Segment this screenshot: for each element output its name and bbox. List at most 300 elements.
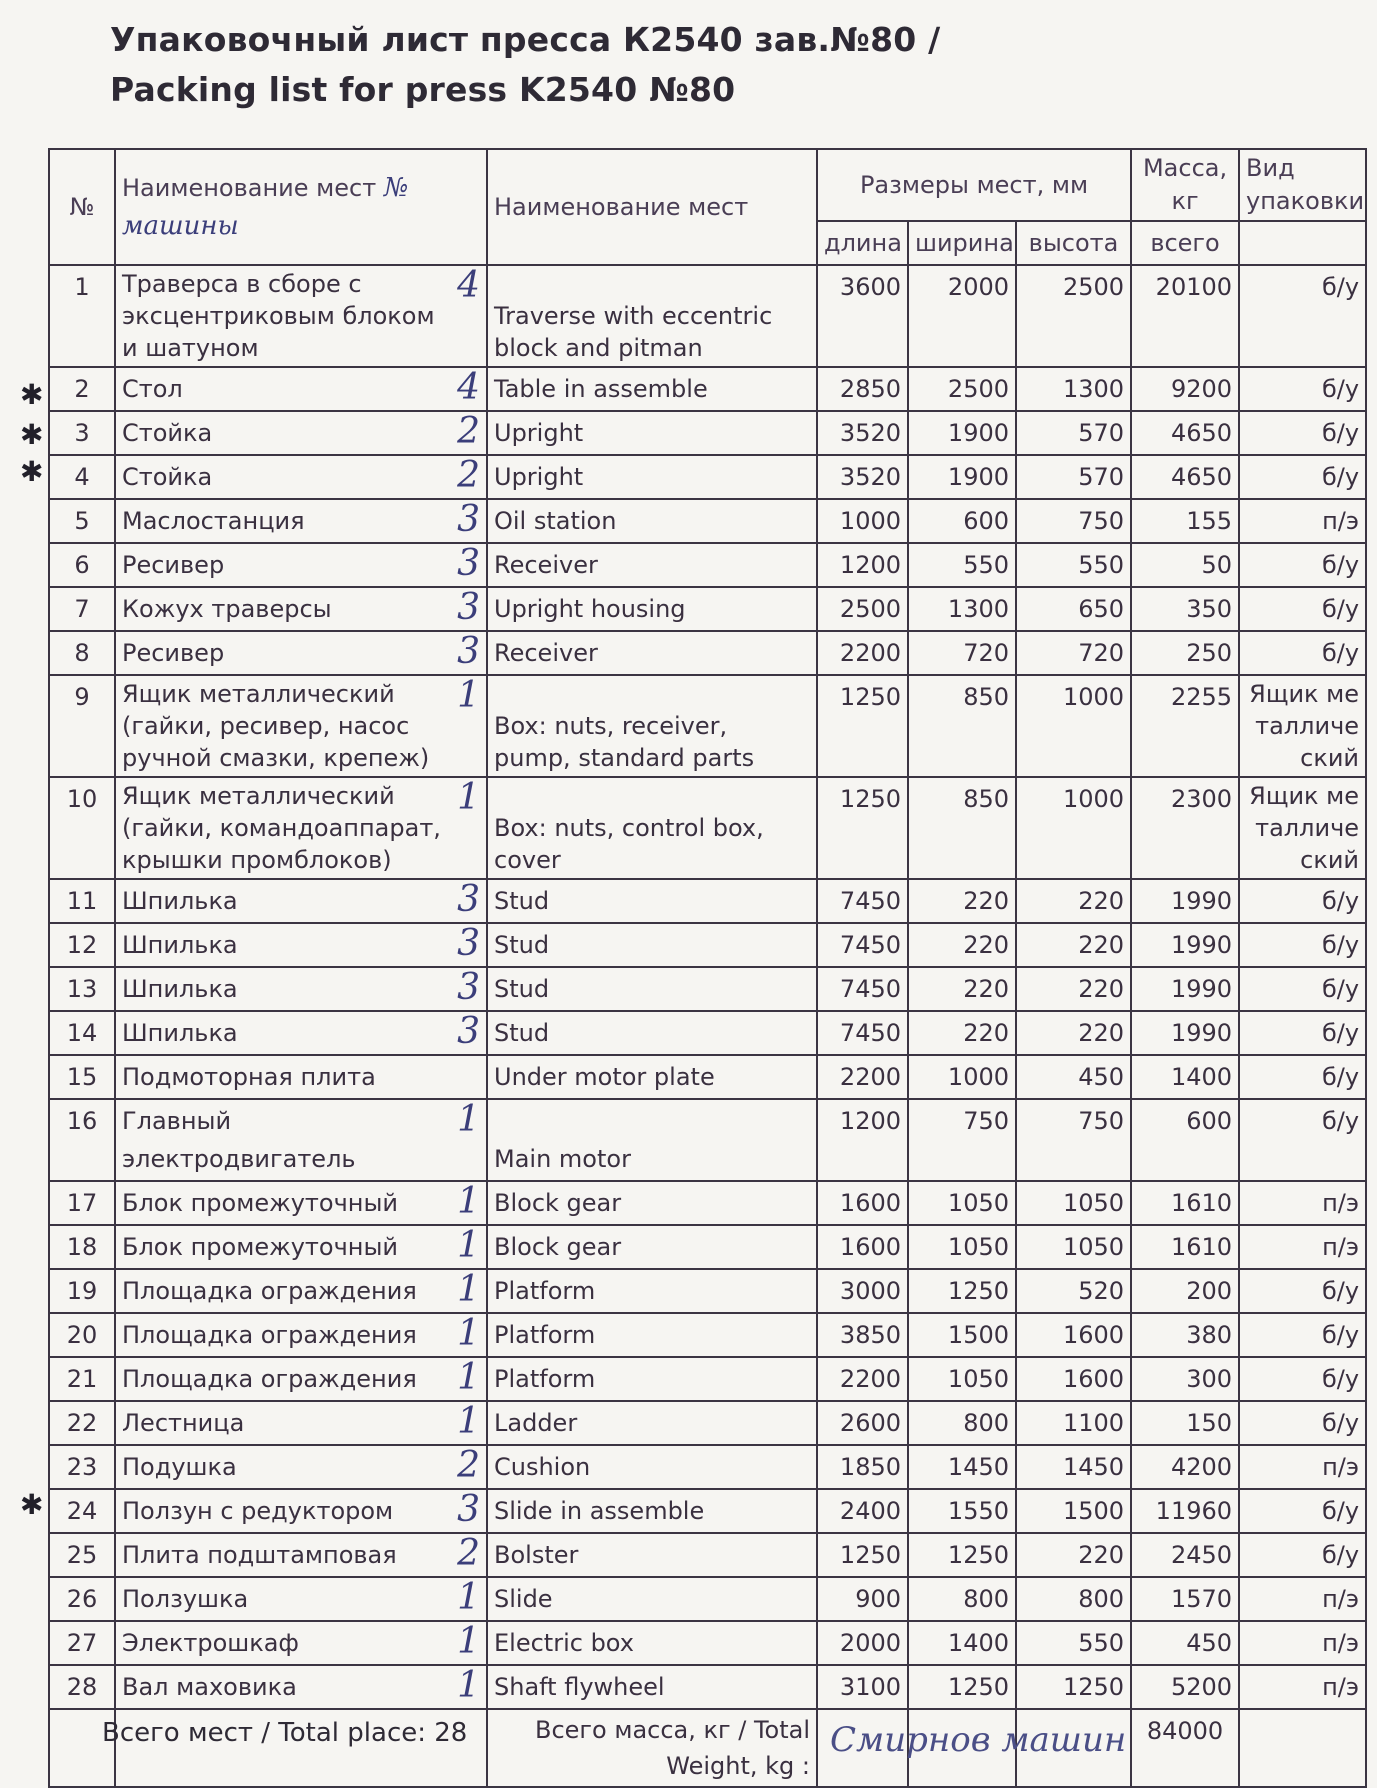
header-no: № (49, 149, 115, 265)
row-length: 2200 (817, 1357, 908, 1401)
row-name-en: Under motor plate (487, 1055, 817, 1099)
handwritten-machine-number: 1 (457, 1181, 480, 1222)
row-no: 17 (49, 1181, 115, 1225)
row-name-ru-text: Траверса в сборе с эксцентриковым блоком и шатуном (122, 270, 435, 362)
row-name-ru (115, 1181, 487, 1225)
row-packing: б/у (1239, 967, 1366, 1011)
table-row (49, 1533, 1366, 1577)
row-length: 3520 (817, 411, 908, 455)
row-name-ru (115, 967, 487, 1011)
row-length: 1000 (817, 499, 908, 543)
row-width: 1550 (908, 1489, 1016, 1533)
total-weight-label: Всего масса, кг / Total Weight, kg : (487, 1709, 817, 1787)
row-name-ru-text: Стойка (122, 463, 213, 491)
row-length: 7450 (817, 923, 908, 967)
row-packing: б/у (1239, 1269, 1366, 1313)
table-row (49, 1621, 1366, 1665)
row-name-ru-text: Блок промежуточный (122, 1233, 398, 1261)
row-name-ru-text: Подушка (122, 1453, 237, 1481)
row-width: 2000 (908, 265, 1016, 367)
row-name-en: Stud (487, 879, 817, 923)
row-mass: 4650 (1131, 411, 1239, 455)
row-name-en: Platform (487, 1357, 817, 1401)
row-no: 9 (49, 675, 115, 777)
handwritten-machine-number: 3 (457, 1489, 480, 1530)
handwritten-machine-number: 2 (457, 455, 480, 496)
header-name-en: Наименование мест (487, 149, 817, 265)
row-mass: 20100 (1131, 265, 1239, 367)
handwritten-machine-number: 1 (457, 1577, 480, 1618)
header-width: ширина (908, 221, 1016, 265)
handwritten-machine-number: 1 (457, 1401, 480, 1442)
row-name-ru (115, 1357, 487, 1401)
row-name-ru-text: Ползушка (122, 1585, 249, 1613)
row-height: 550 (1016, 1621, 1131, 1665)
row-length: 900 (817, 1577, 908, 1621)
row-no: 8 (49, 631, 115, 675)
row-packing: б/у (1239, 587, 1366, 631)
row-no: 22 (49, 1401, 115, 1445)
handwritten-machine-number: 3 (457, 1011, 480, 1052)
row-no: 28 (49, 1665, 115, 1709)
handwritten-machine-no: № машины (122, 173, 409, 241)
row-mass: 1990 (1131, 1011, 1239, 1055)
row-width: 720 (908, 631, 1016, 675)
handwritten-machine-number: 1 (457, 1357, 480, 1398)
row-height: 1050 (1016, 1181, 1131, 1225)
row-name-ru (115, 367, 487, 411)
row-length: 1850 (817, 1445, 908, 1489)
row-mass: 150 (1131, 1401, 1239, 1445)
row-name-en: Main motor (487, 1099, 817, 1181)
row-width: 1450 (908, 1445, 1016, 1489)
row-packing: п/э (1239, 1621, 1366, 1665)
table-row (49, 499, 1366, 543)
row-name-ru-text: Ресивер (122, 639, 225, 667)
row-name-ru (115, 1577, 487, 1621)
row-name-ru-text: Подмоторная плита (122, 1063, 376, 1091)
row-width: 220 (908, 923, 1016, 967)
total-places: Всего мест / Total place: 28 (102, 1718, 468, 1748)
row-length: 1250 (817, 777, 908, 879)
row-height: 570 (1016, 411, 1131, 455)
row-width: 1250 (908, 1269, 1016, 1313)
table-row (49, 1099, 1366, 1181)
row-width: 1400 (908, 1621, 1016, 1665)
row-no: 4 (49, 455, 115, 499)
handwritten-signature: Смирнов машин (830, 1720, 1127, 1760)
row-length: 3850 (817, 1313, 908, 1357)
row-mass: 1610 (1131, 1225, 1239, 1269)
row-length: 3520 (817, 455, 908, 499)
table-row (49, 1489, 1366, 1533)
row-name-ru-text: Площадка ограждения (122, 1321, 417, 1349)
row-length: 2000 (817, 1621, 908, 1665)
row-name-en: Slide in assemble (487, 1489, 817, 1533)
row-height: 750 (1016, 1099, 1131, 1181)
row-name-en: Slide (487, 1577, 817, 1621)
row-name-ru (115, 543, 487, 587)
row-no: 24 (49, 1489, 115, 1533)
row-height: 650 (1016, 587, 1131, 631)
row-name-ru-text: Блок промежуточный (122, 1189, 398, 1217)
row-no: 27 (49, 1621, 115, 1665)
row-name-en: Table in assemble (487, 367, 817, 411)
row-name-ru (115, 1401, 487, 1445)
row-width: 800 (908, 1577, 1016, 1621)
handwritten-machine-number: 3 (457, 879, 480, 920)
header-pack: Вид упаковки (1239, 149, 1366, 221)
row-length: 2200 (817, 631, 908, 675)
row-length: 1600 (817, 1181, 908, 1225)
row-name-ru-text: Маслостанция (122, 507, 305, 535)
table-row (49, 367, 1366, 411)
row-name-ru-text: Площадка ограждения (122, 1365, 417, 1393)
header-pack-blank (1239, 221, 1366, 265)
table-row (49, 923, 1366, 967)
row-mass: 350 (1131, 587, 1239, 631)
table-row (49, 777, 1366, 879)
header-name-ru-label: Наименование мест (122, 174, 377, 202)
row-packing: б/у (1239, 367, 1366, 411)
handwritten-machine-number: 1 (457, 777, 480, 818)
header-length: длина (817, 221, 908, 265)
row-name-ru (115, 1225, 487, 1269)
row-name-ru-text: Площадка ограждения (122, 1277, 417, 1305)
table-row (49, 1055, 1366, 1099)
table-row (49, 1357, 1366, 1401)
row-mass: 4200 (1131, 1445, 1239, 1489)
row-mass: 1570 (1131, 1577, 1239, 1621)
row-name-ru (115, 923, 487, 967)
check-mark: ✱ (20, 418, 44, 451)
check-mark: ✱ (20, 1488, 44, 1521)
document-title-en: Packing list for press K2540 №80 (110, 70, 736, 109)
row-height: 550 (1016, 543, 1131, 587)
row-height: 220 (1016, 879, 1131, 923)
row-length: 2600 (817, 1401, 908, 1445)
row-name-ru (115, 1055, 487, 1099)
row-name-ru (115, 411, 487, 455)
row-name-ru-text: Электрошкаф (122, 1629, 299, 1657)
row-height: 1600 (1016, 1357, 1131, 1401)
row-mass: 2450 (1131, 1533, 1239, 1577)
row-name-ru-text: Шпилька (122, 931, 238, 959)
row-name-en: Stud (487, 967, 817, 1011)
row-length: 3100 (817, 1665, 908, 1709)
row-no: 12 (49, 923, 115, 967)
row-mass: 2255 (1131, 675, 1239, 777)
row-height: 220 (1016, 923, 1131, 967)
row-length: 3600 (817, 265, 908, 367)
row-name-en: Upright housing (487, 587, 817, 631)
row-no: 18 (49, 1225, 115, 1269)
table-row (49, 1445, 1366, 1489)
row-no: 3 (49, 411, 115, 455)
table-row (49, 455, 1366, 499)
total-weight-value: 84000 (1131, 1709, 1239, 1787)
row-name-ru (115, 777, 487, 879)
row-name-en: Receiver (487, 631, 817, 675)
row-width: 220 (908, 967, 1016, 1011)
row-name-ru (115, 587, 487, 631)
row-packing: п/э (1239, 1445, 1366, 1489)
handwritten-machine-number: 4 (457, 367, 480, 408)
row-width: 750 (908, 1099, 1016, 1181)
row-name-en: Oil station (487, 499, 817, 543)
header-dims: Размеры мест, мм (817, 149, 1131, 221)
row-packing: п/э (1239, 1181, 1366, 1225)
row-name-ru (115, 1533, 487, 1577)
row-width: 1300 (908, 587, 1016, 631)
row-height: 1300 (1016, 367, 1131, 411)
handwritten-machine-number: 4 (457, 265, 480, 306)
row-name-ru (115, 1489, 487, 1533)
row-mass: 1990 (1131, 879, 1239, 923)
row-packing: б/у (1239, 411, 1366, 455)
row-packing: б/у (1239, 923, 1366, 967)
row-no: 23 (49, 1445, 115, 1489)
row-packing: б/у (1239, 879, 1366, 923)
header-name-ru (115, 149, 487, 265)
row-mass: 11960 (1131, 1489, 1239, 1533)
row-no: 1 (49, 265, 115, 367)
row-name-en: Upright (487, 411, 817, 455)
row-width: 800 (908, 1401, 1016, 1445)
row-packing: Ящик металлический (1239, 777, 1366, 879)
row-packing: б/у (1239, 1055, 1366, 1099)
row-name-ru (115, 265, 487, 367)
row-height: 750 (1016, 499, 1131, 543)
row-width: 2500 (908, 367, 1016, 411)
handwritten-machine-number: 2 (457, 411, 480, 452)
row-height: 1250 (1016, 1665, 1131, 1709)
row-packing: б/у (1239, 631, 1366, 675)
table-row (49, 265, 1366, 367)
row-name-en: Block gear (487, 1225, 817, 1269)
row-packing: б/у (1239, 1011, 1366, 1055)
row-packing: б/у (1239, 265, 1366, 367)
row-height: 2500 (1016, 265, 1131, 367)
handwritten-machine-number: 3 (457, 543, 480, 584)
table-row (49, 675, 1366, 777)
row-mass: 450 (1131, 1621, 1239, 1665)
row-name-ru-text: Ящик металлический (гайки, командоаппарат, крышки промблоков) (122, 782, 441, 874)
row-mass: 9200 (1131, 367, 1239, 411)
row-width: 850 (908, 777, 1016, 879)
row-width: 1250 (908, 1533, 1016, 1577)
row-width: 550 (908, 543, 1016, 587)
handwritten-machine-number: 3 (457, 967, 480, 1008)
check-mark: ✱ (20, 378, 44, 411)
handwritten-machine-number: 1 (457, 1313, 480, 1354)
handwritten-machine-number: 2 (457, 1445, 480, 1486)
row-length: 3000 (817, 1269, 908, 1313)
row-packing: б/у (1239, 1401, 1366, 1445)
row-name-ru (115, 1011, 487, 1055)
row-name-ru (115, 1621, 487, 1665)
row-name-ru-text: Шпилька (122, 1019, 238, 1047)
handwritten-machine-number: 3 (457, 923, 480, 964)
row-name-ru (115, 455, 487, 499)
row-no: 2 (49, 367, 115, 411)
row-length: 2850 (817, 367, 908, 411)
row-width: 1900 (908, 455, 1016, 499)
row-packing: б/у (1239, 1533, 1366, 1577)
row-packing: п/э (1239, 1225, 1366, 1269)
row-width: 600 (908, 499, 1016, 543)
row-packing: б/у (1239, 543, 1366, 587)
row-name-ru-text: Стол (122, 375, 183, 403)
row-height: 450 (1016, 1055, 1131, 1099)
row-packing: б/у (1239, 1313, 1366, 1357)
table-row (49, 1269, 1366, 1313)
handwritten-machine-number: 1 (457, 1269, 480, 1310)
row-height: 1000 (1016, 777, 1131, 879)
table-row (49, 1011, 1366, 1055)
row-height: 1600 (1016, 1313, 1131, 1357)
row-mass: 250 (1131, 631, 1239, 675)
row-name-ru (115, 1445, 487, 1489)
packing-list-table (48, 148, 1367, 1788)
row-name-ru (115, 879, 487, 923)
row-name-ru-text: Плита подштамповая (122, 1541, 397, 1569)
row-packing: б/у (1239, 1099, 1366, 1181)
table-row (49, 1225, 1366, 1269)
row-height: 220 (1016, 1011, 1131, 1055)
row-name-en: Ladder (487, 1401, 817, 1445)
row-mass: 4650 (1131, 455, 1239, 499)
row-height: 1050 (1016, 1225, 1131, 1269)
row-height: 570 (1016, 455, 1131, 499)
row-packing: б/у (1239, 455, 1366, 499)
row-name-ru-text: Ящик металлический (гайки, ресивер, насос ручной смазки, крепеж) (122, 680, 430, 772)
row-name-ru-text: Ползун с редуктором (122, 1497, 394, 1525)
table-row (49, 967, 1366, 1011)
row-name-ru-text: Ресивер (122, 551, 225, 579)
handwritten-machine-number: 1 (457, 675, 480, 716)
row-height: 800 (1016, 1577, 1131, 1621)
row-no: 21 (49, 1357, 115, 1401)
row-width: 1050 (908, 1357, 1016, 1401)
handwritten-machine-number: 2 (457, 1533, 480, 1574)
handwritten-machine-number: 1 (457, 1099, 480, 1140)
row-width: 1250 (908, 1665, 1016, 1709)
header-total: всего (1131, 221, 1239, 265)
row-no: 11 (49, 879, 115, 923)
row-length: 7450 (817, 1011, 908, 1055)
row-no: 20 (49, 1313, 115, 1357)
row-no: 25 (49, 1533, 115, 1577)
header-mass: Масса, кг (1131, 149, 1239, 221)
table-row (49, 879, 1366, 923)
handwritten-machine-number: 3 (457, 499, 480, 540)
row-name-en: Receiver (487, 543, 817, 587)
row-packing: б/у (1239, 1357, 1366, 1401)
row-packing: п/э (1239, 1665, 1366, 1709)
row-height: 220 (1016, 967, 1131, 1011)
header-height: высота (1016, 221, 1131, 265)
row-name-ru-text: Кожух траверсы (122, 595, 332, 623)
row-name-en: Box: nuts, control box, cover (487, 777, 817, 879)
check-mark: ✱ (20, 455, 44, 488)
row-name-ru-text: Главный электродвигатель (122, 1107, 356, 1173)
table-row (49, 631, 1366, 675)
row-no: 19 (49, 1269, 115, 1313)
row-name-ru-text: Лестница (122, 1409, 245, 1437)
row-name-en: Traverse with eccentric block and pitman (487, 265, 817, 367)
row-width: 1000 (908, 1055, 1016, 1099)
row-packing: б/у (1239, 1489, 1366, 1533)
row-length: 2400 (817, 1489, 908, 1533)
row-height: 1000 (1016, 675, 1131, 777)
row-mass: 2300 (1131, 777, 1239, 879)
row-name-en: Bolster (487, 1533, 817, 1577)
total-row-blank (1239, 1709, 1366, 1787)
row-packing: п/э (1239, 1577, 1366, 1621)
row-name-en: Stud (487, 923, 817, 967)
row-name-en: Cushion (487, 1445, 817, 1489)
handwritten-machine-number: 3 (457, 631, 480, 672)
table-row (49, 543, 1366, 587)
row-length: 1200 (817, 1099, 908, 1181)
row-length: 7450 (817, 967, 908, 1011)
row-name-ru (115, 499, 487, 543)
row-width: 220 (908, 1011, 1016, 1055)
row-length: 1250 (817, 1533, 908, 1577)
row-mass: 1610 (1131, 1181, 1239, 1225)
row-name-ru (115, 631, 487, 675)
row-name-ru (115, 675, 487, 777)
table-row (49, 1665, 1366, 1709)
row-length: 2500 (817, 587, 908, 631)
handwritten-machine-number: 1 (457, 1225, 480, 1266)
row-mass: 50 (1131, 543, 1239, 587)
row-no: 13 (49, 967, 115, 1011)
row-name-ru-text: Шпилька (122, 887, 238, 915)
row-name-ru (115, 1099, 487, 1181)
table-row (49, 1313, 1366, 1357)
row-mass: 380 (1131, 1313, 1239, 1357)
row-no: 14 (49, 1011, 115, 1055)
table-row (49, 587, 1366, 631)
row-name-en: Stud (487, 1011, 817, 1055)
row-mass: 300 (1131, 1357, 1239, 1401)
row-no: 15 (49, 1055, 115, 1099)
handwritten-machine-number: 3 (457, 587, 480, 628)
row-height: 220 (1016, 1533, 1131, 1577)
row-name-en: Block gear (487, 1181, 817, 1225)
row-height: 720 (1016, 631, 1131, 675)
row-mass: 155 (1131, 499, 1239, 543)
row-name-en: Box: nuts, receiver, pump, standard parts (487, 675, 817, 777)
row-no: 7 (49, 587, 115, 631)
row-name-ru (115, 1313, 487, 1357)
row-packing: п/э (1239, 499, 1366, 543)
table-row (49, 1401, 1366, 1445)
row-mass: 1990 (1131, 923, 1239, 967)
table-row (49, 411, 1366, 455)
row-name-en: Shaft flywheel (487, 1665, 817, 1709)
row-no: 10 (49, 777, 115, 879)
row-name-en: Platform (487, 1269, 817, 1313)
row-name-ru-text: Шпилька (122, 975, 238, 1003)
row-no: 5 (49, 499, 115, 543)
row-no: 6 (49, 543, 115, 587)
row-length: 1600 (817, 1225, 908, 1269)
row-length: 7450 (817, 879, 908, 923)
row-mass: 200 (1131, 1269, 1239, 1313)
